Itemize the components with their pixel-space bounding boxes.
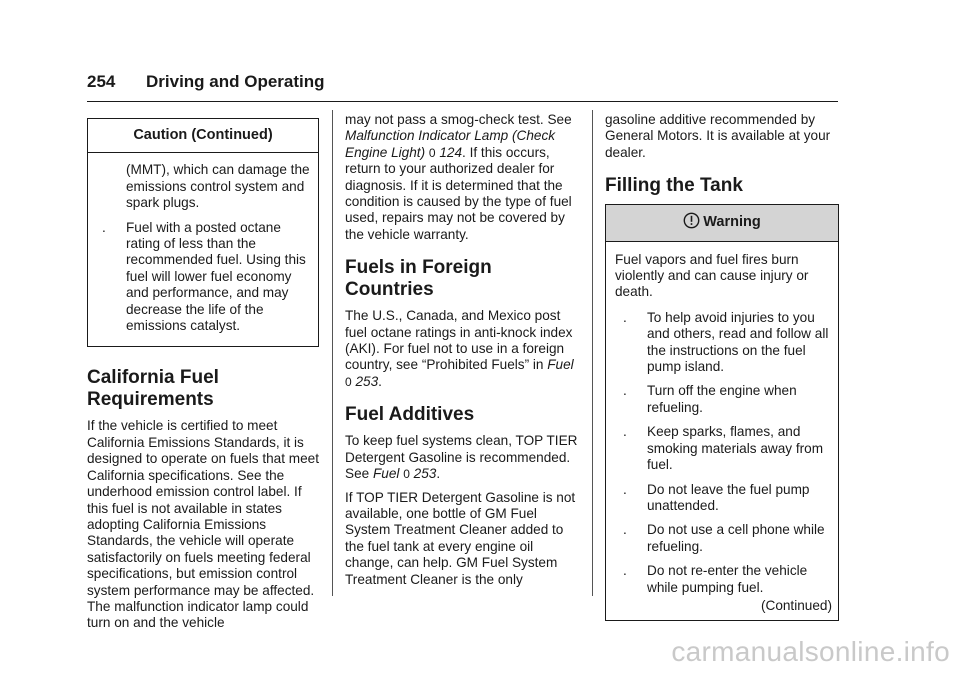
warning-item [623,383,832,416]
warning-list [615,310,832,596]
bullet-marker: . [623,309,627,325]
warning-item [623,309,832,376]
continued-label: (Continued) [760,597,832,613]
heading-california-fuel: California Fuel Requirements [87,367,219,411]
paragraph-smog-check [345,112,579,243]
bullet-marker: . [623,383,627,399]
warning-lead: Fuel vapors and fuel fires burn violently and can cause injury or death. [615,251,809,300]
bullet-marker: . [623,481,627,497]
column-rule-left [332,110,333,596]
caution-item [126,162,312,211]
column-2 [345,112,579,595]
warning-item [623,522,832,555]
heading-fuels-foreign-countries: Fuels in Foreign Countries [345,257,492,301]
warning-title: Warning [703,214,761,231]
section-title: Driving and Operating [146,72,325,91]
caution-box [87,118,319,347]
heading-filling-the-tank: Filling the Tank [605,175,743,197]
heading-fuel-additives: Fuel Additives [345,404,475,426]
paragraph-top-tier: If TOP TIER Detergent Gasoline is not available, one bottle of GM Fuel System Treatment Cleaner added to the fuel tank at every engine oil change, can help. GM Fuel System Treatment Cleaner is the only [345,489,576,587]
page-header [87,72,838,102]
warning-box [605,204,839,621]
link-fuel[interactable]: Fuel [372,466,400,482]
caution-title: Caution (Continued) [88,119,318,153]
paragraph-gasoline-additive: gasoline additive recommended by General Motors. It is available at your dealer. [605,112,831,160]
text-run: . [436,466,441,482]
warning-item [623,481,832,515]
warning-item-text: Do not use a cell phone while refueling. [647,522,825,554]
warning-item [623,424,832,473]
text-run: may not pass a smog-check test. See [345,112,572,127]
link-malfunction-indicator-lamp[interactable]: Malfunction Indicator Lamp (Check Engine Light) [345,128,556,160]
caution-body [88,153,318,346]
caution-item [102,219,312,335]
page-ref-124[interactable]: 124 [439,144,463,160]
warning-icon [683,212,700,233]
warning-body [606,242,838,621]
bullet-marker: . [623,424,627,440]
warning-item-text: Turn off the engine when refueling. [647,383,797,415]
bullet-marker: . [623,522,627,538]
link-fuel[interactable]: Fuel [547,357,574,373]
bullet-marker: . [623,563,627,579]
page-ref-icon: 0 [428,145,436,160]
text-run: To keep fuel systems clean, TOP TIER Detergent Gasoline is recommended. See [345,433,578,482]
caution-item-text: Fuel with a posted octane rating of less than the recommended fuel. Using this fuel will lower fuel economy and performance, and may decrease the life of the emissions catalyst. [126,219,306,334]
text-run: . If this occurs, return to your authorized dealer for diagnosis. If it is determined that the condition is caused by the type of fuel used, repairs may not be covered by the vehicle warranty. [345,144,572,242]
page-ref-253[interactable]: 253 [355,373,379,389]
column-1 [87,112,319,639]
page-number: 254 [87,72,116,91]
paragraph-additives [345,433,579,482]
page-ref-icon: 0 [345,374,352,389]
caution-item-text: (MMT), which can damage the emissions control system and spark plugs. [126,162,310,211]
column-rule-right [592,110,593,596]
warning-item [623,563,832,596]
page-ref-253[interactable]: 253 [413,466,437,482]
text-run: . [378,373,382,389]
column-3 [605,112,839,621]
watermark: carmanualsonline.info [671,636,950,667]
text-run: The U.S., Canada, and Mexico post fuel octane ratings in anti-knock index (AKI). For fuel not to use in a foreign country, see “Prohibited Fuels” in [345,308,573,373]
warning-item-text: Keep sparks, flames, and smoking materials away from fuel. [647,424,824,473]
bullet-marker: . [102,219,106,235]
warning-item-text: To help avoid injuries to you and others, read and follow all the instructions on the fuel pump island. [647,309,829,375]
paragraph-foreign [345,308,579,390]
warning-header [606,205,838,241]
warning-item-text: Do not re-enter the vehicle while pumping fuel. [647,563,808,595]
warning-item-text: Do not leave the fuel pump unattended. [647,481,810,513]
page-ref-icon: 0 [403,467,410,482]
paragraph-california: If the vehicle is certified to meet California Emissions Standards, it is designed to operate on fuels that meet California specifications. See the underhood emission control label. If this fuel is not available in states adopting California Emissions Standards, the vehicle will operate satisfactorily on fuels meeting federal specifications, but emission control system performance may be affected. The malfunction indicator lamp could turn on and the vehicle [87,418,320,631]
